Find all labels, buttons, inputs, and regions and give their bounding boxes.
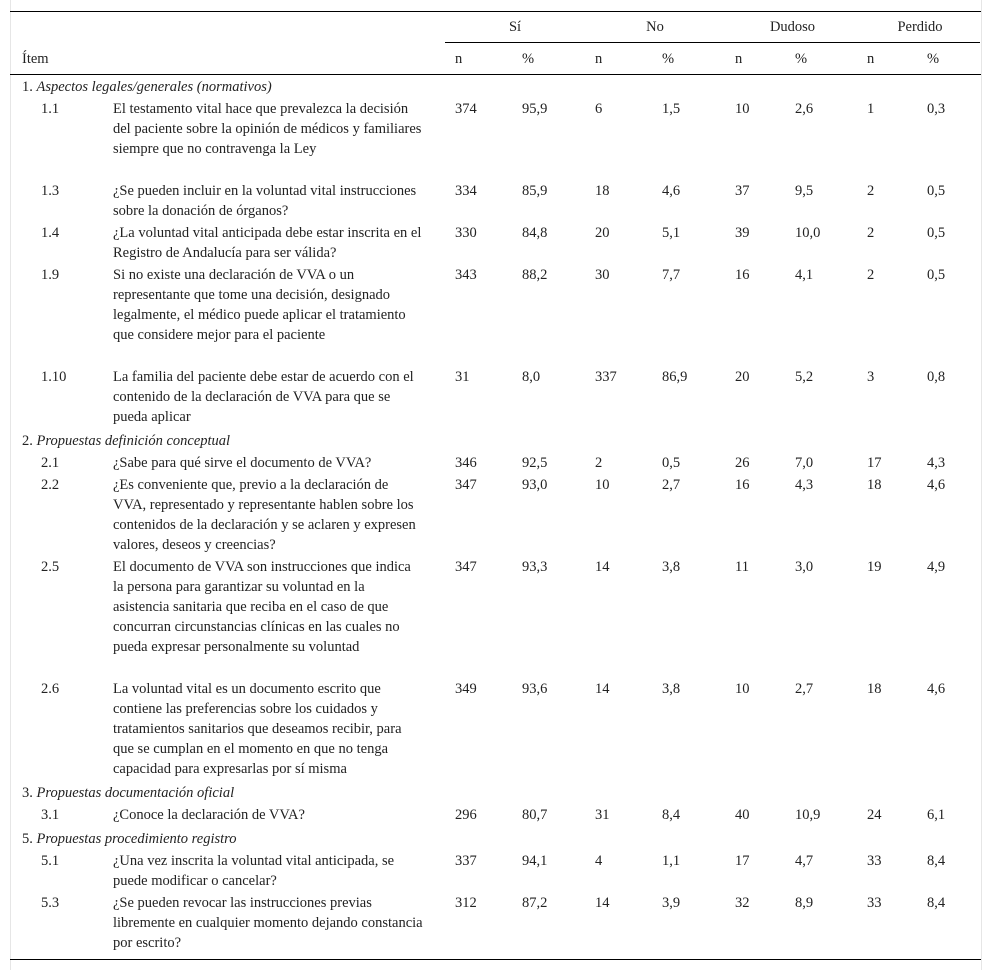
table-cell-n: 19	[867, 559, 882, 575]
item-question: La familia del paciente debe estar de acuerdo con el contenido de la declaración de VVA para que se pueda aplicar	[113, 369, 414, 425]
table-top-rule	[10, 11, 981, 12]
item-code: 1.1	[41, 101, 60, 117]
table-cell-n: 18	[867, 477, 882, 493]
group-underline	[725, 42, 860, 43]
table-cell-percent: 4,3	[795, 477, 814, 493]
table-cell-n: 1	[867, 101, 875, 117]
table-cell-percent: 8,4	[927, 853, 946, 869]
table-cell-percent: 4,6	[927, 681, 946, 697]
table-cell-percent: 9,5	[795, 183, 814, 199]
table-cell-percent: 0,5	[927, 267, 946, 283]
table-cell-percent: 4,3	[927, 455, 946, 471]
subheader-percent: %	[662, 51, 675, 67]
table-cell-n: 2	[867, 267, 875, 283]
item-code: 1.10	[41, 369, 67, 385]
table-cell-n: 337	[595, 369, 617, 385]
table-cell-n: 17	[735, 853, 750, 869]
item-question: Si no existe una declaración de VVA o un representante que tome una decisión, designado legalmente, el médico puede aplicar el tratamiento que considere mejor para el paciente	[113, 267, 406, 343]
section-heading	[22, 77, 272, 97]
subheader-percent: %	[795, 51, 808, 67]
section-heading	[22, 783, 234, 803]
table-cell-percent: 3,0	[795, 559, 814, 575]
item-question: ¿Una vez inscrita la voluntad vital anticipada, se puede modificar o cancelar?	[113, 853, 395, 889]
subheader-n: n	[455, 51, 463, 67]
table-cell-n: 37	[735, 183, 750, 199]
table-cell-percent: 84,8	[522, 225, 548, 241]
table-cell-percent: 7,0	[795, 455, 814, 471]
table-cell-percent: 8,4	[927, 895, 946, 911]
group-header: Dudoso	[769, 19, 816, 35]
table-cell-percent: 0,5	[927, 183, 946, 199]
item-question: ¿Conoce la declaración de VVA?	[113, 807, 305, 823]
item-code: 3.1	[41, 807, 60, 823]
table-cell-n: 347	[455, 477, 477, 493]
table-cell-percent: 0,5	[927, 225, 946, 241]
table-bottom-rule	[10, 959, 981, 960]
item-code: 1.9	[41, 267, 60, 283]
table-cell-percent: 95,9	[522, 101, 548, 117]
table-cell-n: 330	[455, 225, 477, 241]
table-cell-percent: 4,6	[662, 183, 681, 199]
table-cell-n: 346	[455, 455, 477, 471]
table-cell-n: 334	[455, 183, 477, 199]
table-cell-percent: 10,0	[795, 225, 821, 241]
table-cell-n: 30	[595, 267, 610, 283]
item-question: ¿La voluntad vital anticipada debe estar inscrita en el Registro de Andalucía para ser válida?	[113, 225, 422, 261]
table-cell-percent: 0,3	[927, 101, 946, 117]
table-cell-n: 2	[867, 225, 875, 241]
table-cell-percent: 93,3	[522, 559, 548, 575]
table-cell-percent: 4,6	[927, 477, 946, 493]
table-header-rule	[10, 74, 981, 75]
table-cell-n: 3	[867, 369, 875, 385]
item-code: 2.6	[41, 681, 60, 697]
table-cell-n: 24	[867, 807, 882, 823]
table-cell-n: 10	[735, 681, 750, 697]
section-number: 2.	[22, 433, 37, 449]
group-underline	[445, 42, 585, 43]
table-cell-percent: 4,9	[927, 559, 946, 575]
table-cell-n: 40	[735, 807, 750, 823]
group-underline	[585, 42, 725, 43]
table-cell-n: 2	[595, 455, 603, 471]
section-number: 3.	[22, 785, 37, 801]
table-cell-n: 10	[595, 477, 610, 493]
item-question: ¿Se pueden incluir en la voluntad vital instrucciones sobre la donación de órganos?	[113, 183, 417, 219]
table-cell-percent: 3,8	[662, 681, 681, 697]
table-cell-n: 16	[735, 477, 750, 493]
table-cell-n: 14	[595, 895, 610, 911]
table-cell-n: 31	[455, 369, 470, 385]
group-underline	[860, 42, 980, 43]
table-cell-n: 4	[595, 853, 603, 869]
subheader-n: n	[735, 51, 743, 67]
table-cell-n: 296	[455, 807, 477, 823]
group-header: No	[646, 19, 664, 35]
group-header: Perdido	[897, 19, 943, 35]
table-cell-n: 10	[735, 101, 750, 117]
table-cell-percent: 1,5	[662, 101, 681, 117]
item-question: ¿Es conveniente que, previo a la declaración de VVA, representado y representante hablen sobre los contenidos de la declaración y se aclaren y expresen valores, deseos y creencias?	[113, 477, 416, 553]
table-cell-n: 6	[595, 101, 603, 117]
table-cell-percent: 5,1	[662, 225, 681, 241]
table-cell-percent: 4,7	[795, 853, 814, 869]
table-cell-percent: 0,8	[927, 369, 946, 385]
table-cell-percent: 4,1	[795, 267, 814, 283]
subheader-percent: %	[927, 51, 940, 67]
table-cell-n: 20	[735, 369, 750, 385]
table-cell-n: 14	[595, 559, 610, 575]
item-code: 1.4	[41, 225, 60, 241]
item-question: El testamento vital hace que prevalezca la decisión del paciente sobre la opinión de médicos y familiares siempre que no contravenga la Ley	[113, 101, 422, 157]
table-cell-percent: 88,2	[522, 267, 548, 283]
item-question: ¿Se pueden revocar las instrucciones previas libremente en cualquier momento dejando constancia por escrito?	[113, 895, 423, 951]
table-cell-percent: 2,6	[795, 101, 814, 117]
table-cell-n: 11	[735, 559, 749, 575]
item-question: ¿Sabe para qué sirve el documento de VVA?	[113, 455, 372, 471]
table-cell-n: 16	[735, 267, 750, 283]
table-cell-n: 26	[735, 455, 750, 471]
section-number: 1.	[22, 79, 37, 95]
table-cell-percent: 93,0	[522, 477, 548, 493]
table-cell-n: 2	[867, 183, 875, 199]
section-title: Aspectos legales/generales (normativos)	[36, 79, 272, 95]
table-cell-percent: 86,9	[662, 369, 688, 385]
table-cell-percent: 6,1	[927, 807, 946, 823]
section-heading	[22, 431, 230, 451]
table-cell-percent: 2,7	[795, 681, 814, 697]
table-cell-percent: 10,9	[795, 807, 821, 823]
item-code: 2.2	[41, 477, 60, 493]
table-cell-n: 312	[455, 895, 477, 911]
section-number: 5.	[22, 831, 37, 847]
table-cell-percent: 5,2	[795, 369, 814, 385]
group-header: Sí	[508, 19, 522, 35]
item-question: La voluntad vital es un documento escrito que contiene las preferencias sobre los cuidados y tratamientos sanitarios que deseamos recibir, para que se cumplan en el momento en que no tenga capacidad para expresarlas por sí misma	[113, 681, 402, 777]
item-code: 5.1	[41, 853, 60, 869]
table-cell-n: 33	[867, 895, 882, 911]
item-column-header: Ítem	[22, 51, 49, 67]
table-cell-percent: 94,1	[522, 853, 548, 869]
table-cell-percent: 7,7	[662, 267, 681, 283]
item-code: 5.3	[41, 895, 60, 911]
table-cell-percent: 8,9	[795, 895, 814, 911]
section-title: Propuestas procedimiento registro	[36, 831, 237, 847]
table-cell-percent: 3,9	[662, 895, 681, 911]
table-cell-percent: 92,5	[522, 455, 548, 471]
table-cell-percent: 85,9	[522, 183, 548, 199]
table-cell-n: 337	[455, 853, 477, 869]
table-cell-percent: 8,0	[522, 369, 541, 385]
table-cell-n: 374	[455, 101, 477, 117]
table-cell-n: 18	[595, 183, 610, 199]
subheader-n: n	[867, 51, 875, 67]
table-cell-percent: 80,7	[522, 807, 548, 823]
table-cell-percent: 8,4	[662, 807, 681, 823]
item-question: El documento de VVA son instrucciones que indica la persona para garantizar su voluntad en la asistencia sanitaria que reciba en el caso de que concurran circunstancias clínicas en las cuales no pueda expresar personalmente su voluntad	[113, 559, 411, 655]
item-code: 1.3	[41, 183, 60, 199]
table-cell-n: 32	[735, 895, 750, 911]
table-cell-n: 39	[735, 225, 750, 241]
item-code: 2.5	[41, 559, 60, 575]
table-cell-n: 347	[455, 559, 477, 575]
item-code: 2.1	[41, 455, 60, 471]
table-cell-percent: 93,6	[522, 681, 548, 697]
table-cell-percent: 0,5	[662, 455, 681, 471]
table-cell-n: 343	[455, 267, 477, 283]
subheader-percent: %	[522, 51, 535, 67]
section-heading	[22, 829, 237, 849]
table-cell-n: 14	[595, 681, 610, 697]
table-cell-n: 349	[455, 681, 477, 697]
table-cell-n: 33	[867, 853, 882, 869]
table-cell-percent: 1,1	[662, 853, 681, 869]
table-cell-n: 17	[867, 455, 882, 471]
table-cell-n: 20	[595, 225, 610, 241]
table-cell-n: 31	[595, 807, 610, 823]
section-title: Propuestas documentación oficial	[36, 785, 235, 801]
subheader-n: n	[595, 51, 603, 67]
table-cell-percent: 2,7	[662, 477, 681, 493]
table-cell-percent: 87,2	[522, 895, 548, 911]
table-cell-n: 18	[867, 681, 882, 697]
table-cell-percent: 3,8	[662, 559, 681, 575]
section-title: Propuestas definición conceptual	[36, 433, 231, 449]
